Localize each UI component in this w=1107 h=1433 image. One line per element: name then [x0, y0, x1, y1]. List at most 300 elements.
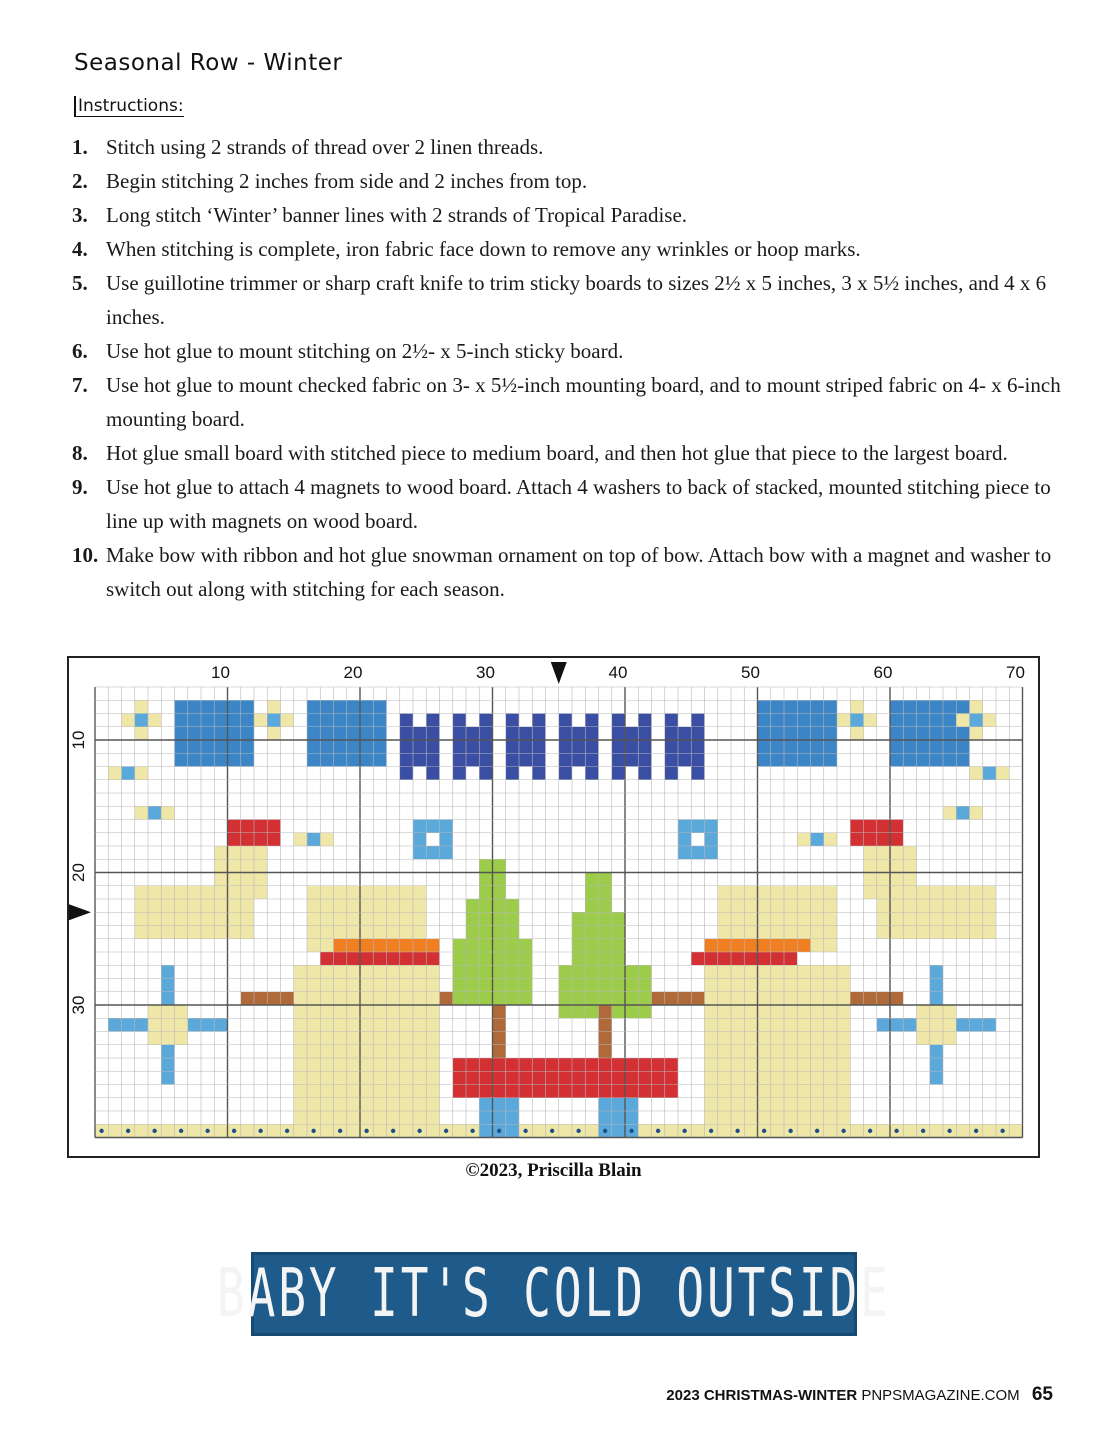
- flag-stitch: [797, 753, 810, 766]
- snowflake-stitch: [877, 1018, 890, 1031]
- star-stitch: [135, 700, 148, 713]
- snowman-body: [320, 1071, 333, 1084]
- bird-head: [864, 846, 877, 859]
- snowman-body: [294, 1032, 307, 1045]
- flag-stitch: [320, 700, 333, 713]
- bird-head: [890, 886, 903, 899]
- wreath-stitch: [691, 846, 704, 859]
- instruction-number: 3.: [72, 203, 88, 227]
- sled-stitch: [572, 1071, 585, 1084]
- snowman-nose: [373, 939, 386, 952]
- snowman-scarf: [771, 952, 784, 965]
- snowman-body: [784, 992, 797, 1005]
- border-dot: [470, 1129, 474, 1133]
- border-stitch: [267, 1124, 280, 1137]
- snowman-body: [347, 979, 360, 992]
- bird-body: [930, 899, 943, 912]
- bird-body: [970, 886, 983, 899]
- snowman-body: [718, 1045, 731, 1058]
- snowman-body: [387, 1058, 400, 1071]
- sled-stitch: [599, 1058, 612, 1071]
- tree-stitch: [572, 939, 585, 952]
- snowflake-center: [917, 1018, 930, 1031]
- bird-head: [228, 873, 241, 886]
- snowman-head: [347, 912, 360, 925]
- instruction-text: When stitching is complete, iron fabric face down to remove any wrinkles or hoop marks.: [106, 237, 861, 261]
- snowman-nose: [731, 939, 744, 952]
- snowman-body: [307, 1018, 320, 1031]
- tree-stitch: [585, 939, 598, 952]
- instruction-number: 4.: [72, 237, 88, 261]
- snowman-head: [731, 912, 744, 925]
- snowman-nose: [400, 939, 413, 952]
- tree-stitch: [506, 912, 519, 925]
- flag-stitch: [903, 753, 916, 766]
- snowman-body: [360, 992, 373, 1005]
- snowflake-stitch: [214, 1018, 227, 1031]
- border-stitch: [585, 1124, 598, 1137]
- instruction-item: [72, 368, 1072, 436]
- sled-stitch: [559, 1058, 572, 1071]
- flake-center: [811, 833, 824, 846]
- snowman-body: [758, 1071, 771, 1084]
- flag-stitch: [373, 700, 386, 713]
- bird-body: [148, 926, 161, 939]
- flake-center: [148, 806, 161, 819]
- snowman-body: [387, 1032, 400, 1045]
- snowman-body: [771, 1098, 784, 1111]
- tree-stitch: [585, 912, 598, 925]
- tree-stitch: [599, 899, 612, 912]
- sled-stitch: [599, 1071, 612, 1084]
- snowman-head: [400, 912, 413, 925]
- tree-stitch: [559, 979, 572, 992]
- snowman-body: [347, 1111, 360, 1124]
- flag-stitch: [917, 753, 930, 766]
- snowman-body: [320, 1111, 333, 1124]
- snowman-nose: [784, 939, 797, 952]
- snowman-body: [811, 1085, 824, 1098]
- snowman-arm: [652, 992, 665, 1005]
- snowman-body: [320, 1045, 333, 1058]
- snowman-body: [334, 1098, 347, 1111]
- star-stitch: [970, 727, 983, 740]
- sled-stitch: [453, 1058, 466, 1071]
- flag-stitch: [811, 727, 824, 740]
- border-stitch: [108, 1124, 121, 1137]
- border-dot: [762, 1129, 766, 1133]
- sled-runner: [612, 1111, 625, 1124]
- snowman-body: [360, 979, 373, 992]
- tree-stitch: [466, 992, 479, 1005]
- snowman-body: [758, 1111, 771, 1124]
- letter-stitch: [559, 740, 572, 753]
- bird-body: [930, 926, 943, 939]
- star-stitch: [850, 700, 863, 713]
- letter-stitch: [453, 714, 466, 727]
- snowman-body: [744, 1098, 757, 1111]
- border-dot: [205, 1129, 209, 1133]
- bird-head: [241, 859, 254, 872]
- snowman-head: [360, 912, 373, 925]
- tree-stitch: [479, 912, 492, 925]
- instruction-item: [72, 164, 1072, 198]
- snowman-body: [373, 1111, 386, 1124]
- flake-stitch: [996, 767, 1009, 780]
- snowman-head: [797, 899, 810, 912]
- flake-center: [956, 806, 969, 819]
- bird-body: [970, 899, 983, 912]
- tree-stitch: [572, 965, 585, 978]
- snowman-head: [413, 912, 426, 925]
- page-title: Seasonal Row - Winter: [74, 50, 343, 76]
- instruction-item: [72, 334, 1072, 368]
- snowman-scarf: [758, 952, 771, 965]
- flag-stitch: [175, 740, 188, 753]
- snowman-body: [320, 1058, 333, 1071]
- border-stitch: [161, 1124, 174, 1137]
- snowman-head: [334, 886, 347, 899]
- snowman-body: [837, 1005, 850, 1018]
- snowman-body: [320, 965, 333, 978]
- snowman-nose: [771, 939, 784, 952]
- snowman-body: [784, 1058, 797, 1071]
- letter-stitch: [426, 753, 439, 766]
- flake-stitch: [320, 833, 333, 846]
- sled-stitch: [638, 1058, 651, 1071]
- snowman-head: [718, 912, 731, 925]
- sled-runner: [599, 1111, 612, 1124]
- snowman-head: [718, 886, 731, 899]
- star-stitch: [970, 700, 983, 713]
- snowman-head: [307, 926, 320, 939]
- row-label: 20: [69, 863, 88, 882]
- bird-body: [188, 912, 201, 925]
- bird-head: [890, 846, 903, 859]
- tree-stitch: [585, 899, 598, 912]
- flag-stitch: [784, 727, 797, 740]
- tree-stitch: [519, 952, 532, 965]
- bird-body: [214, 912, 227, 925]
- border-dot: [232, 1129, 236, 1133]
- column-label: 60: [873, 663, 893, 682]
- snowman-body: [426, 1018, 439, 1031]
- snowman-head: [320, 886, 333, 899]
- snowman-arm: [864, 992, 877, 1005]
- snowman-body: [705, 1018, 718, 1031]
- bird-body: [228, 912, 241, 925]
- snowman-head: [744, 912, 757, 925]
- letter-stitch: [585, 714, 598, 727]
- flag-stitch: [784, 714, 797, 727]
- bird-body: [214, 899, 227, 912]
- letter-stitch: [466, 740, 479, 753]
- flag-stitch: [771, 727, 784, 740]
- bird-head: [903, 859, 916, 872]
- snowman-body: [771, 1071, 784, 1084]
- flag-stitch: [201, 700, 214, 713]
- star-stitch: [281, 714, 294, 727]
- bird-body: [903, 912, 916, 925]
- title-banner: [217, 1252, 891, 1336]
- snowman-body: [294, 979, 307, 992]
- letter-stitch: [612, 727, 625, 740]
- flake-stitch: [970, 806, 983, 819]
- bird-head: [254, 886, 267, 899]
- snowman-body: [426, 965, 439, 978]
- border-dot: [629, 1129, 633, 1133]
- sled-stitch: [638, 1085, 651, 1098]
- tree-trunk: [599, 1005, 612, 1018]
- bird-body: [943, 912, 956, 925]
- snowman-body: [413, 1111, 426, 1124]
- snowman-body: [373, 1058, 386, 1071]
- letter-stitch: [625, 753, 638, 766]
- flag-stitch: [201, 753, 214, 766]
- snowman-head: [413, 886, 426, 899]
- snowman-arm: [890, 992, 903, 1005]
- snowman-head: [347, 926, 360, 939]
- snowman-body: [373, 1005, 386, 1018]
- snowman-body: [705, 1111, 718, 1124]
- border-dot: [974, 1129, 978, 1133]
- instruction-text: Begin stitching 2 inches from side and 2 inches from top.: [106, 169, 588, 193]
- bird-head: [241, 873, 254, 886]
- bird-body: [903, 926, 916, 939]
- snowman-body: [360, 1005, 373, 1018]
- instructions-list: [72, 130, 1072, 606]
- bird-body: [890, 899, 903, 912]
- snowman-body: [387, 965, 400, 978]
- snowman-head: [811, 926, 824, 939]
- snowman-body: [718, 1018, 731, 1031]
- letter-stitch: [532, 767, 545, 780]
- bird-body: [135, 899, 148, 912]
- snowman-body: [373, 1085, 386, 1098]
- border-stitch: [373, 1124, 386, 1137]
- instruction-text: Hot glue small board with stitched piece to medium board, and then hot glue that piece to the largest board.: [106, 441, 1008, 465]
- letter-stitch: [585, 740, 598, 753]
- snowflake-center: [917, 1005, 930, 1018]
- snowman-body: [307, 992, 320, 1005]
- flag-stitch: [334, 753, 347, 766]
- sled-runner: [493, 1098, 506, 1111]
- letter-stitch: [519, 753, 532, 766]
- snowflake-stitch: [188, 1018, 201, 1031]
- snowman-body: [811, 1111, 824, 1124]
- bird-body: [175, 886, 188, 899]
- snowman-body: [784, 965, 797, 978]
- snowflake-center: [943, 1032, 956, 1045]
- wreath-stitch: [705, 820, 718, 833]
- snowman-body: [294, 1085, 307, 1098]
- sled-stitch: [652, 1071, 665, 1084]
- bird-hat: [850, 833, 863, 846]
- flag-stitch: [373, 714, 386, 727]
- bird-body: [943, 926, 956, 939]
- snowman-body: [811, 1032, 824, 1045]
- snowman-body: [307, 965, 320, 978]
- tree-stitch: [625, 1005, 638, 1018]
- snowman-scarf: [718, 952, 731, 965]
- wreath-stitch: [413, 846, 426, 859]
- sled-stitch: [599, 1085, 612, 1098]
- snowman-body: [797, 1032, 810, 1045]
- snowman-body: [413, 1032, 426, 1045]
- snowman-body: [718, 1058, 731, 1071]
- snowman-head: [784, 899, 797, 912]
- snowman-body: [731, 1085, 744, 1098]
- snowman-body: [400, 1018, 413, 1031]
- tree-stitch: [585, 926, 598, 939]
- issue-label: 2023 CHRISTMAS-WINTER: [666, 1387, 858, 1404]
- flag-stitch: [811, 700, 824, 713]
- border-dot: [815, 1129, 819, 1133]
- instruction-item: [72, 232, 1072, 266]
- star-stitch: [837, 714, 850, 727]
- flag-stitch: [943, 700, 956, 713]
- border-dot: [285, 1129, 289, 1133]
- flag-stitch: [201, 714, 214, 727]
- snowman-body: [360, 1098, 373, 1111]
- tree-stitch: [612, 939, 625, 952]
- flag-stitch: [930, 700, 943, 713]
- flag-stitch: [930, 753, 943, 766]
- flag-stitch: [930, 714, 943, 727]
- instruction-item: [72, 470, 1072, 538]
- snowman-head: [334, 912, 347, 925]
- border-dot: [523, 1129, 527, 1133]
- wreath-stitch: [705, 833, 718, 846]
- letter-stitch: [466, 753, 479, 766]
- snowflake-stitch: [930, 1071, 943, 1084]
- letter-stitch: [479, 753, 492, 766]
- snowflake-center: [930, 1005, 943, 1018]
- snowman-arm: [850, 992, 863, 1005]
- snowman-body: [426, 1005, 439, 1018]
- letter-stitch: [479, 727, 492, 740]
- star-stitch: [864, 714, 877, 727]
- snowman-body: [731, 965, 744, 978]
- tree-stitch: [493, 912, 506, 925]
- snowman-head: [758, 899, 771, 912]
- wreath-stitch: [705, 846, 718, 859]
- bird-body: [188, 899, 201, 912]
- snowman-scarf: [334, 952, 347, 965]
- bird-hat: [254, 820, 267, 833]
- tree-stitch: [453, 952, 466, 965]
- column-label: 70: [1006, 663, 1025, 682]
- bird-body: [161, 886, 174, 899]
- flag-stitch: [347, 714, 360, 727]
- snowman-body: [400, 1045, 413, 1058]
- snowman-head: [413, 899, 426, 912]
- snowman-body: [307, 1058, 320, 1071]
- flag-stitch: [347, 727, 360, 740]
- snowman-head: [797, 886, 810, 899]
- snowman-body: [744, 992, 757, 1005]
- snowman-scarf: [691, 952, 704, 965]
- border-stitch: [665, 1124, 678, 1137]
- letter-stitch: [691, 753, 704, 766]
- tree-stitch: [612, 965, 625, 978]
- snowman-body: [837, 1071, 850, 1084]
- tree-stitch: [506, 965, 519, 978]
- snowman-scarf: [413, 952, 426, 965]
- letter-stitch: [400, 714, 413, 727]
- flag-stitch: [930, 727, 943, 740]
- snowman-body: [347, 1005, 360, 1018]
- sled-stitch: [506, 1085, 519, 1098]
- tree-stitch: [453, 965, 466, 978]
- border-dot: [603, 1129, 607, 1133]
- star-stitch: [122, 714, 135, 727]
- border-stitch: [877, 1124, 890, 1137]
- letter-stitch: [585, 767, 598, 780]
- tree-stitch: [453, 939, 466, 952]
- letter-stitch: [413, 753, 426, 766]
- flake-stitch: [294, 833, 307, 846]
- snowflake-center: [943, 1005, 956, 1018]
- snowman-body: [824, 979, 837, 992]
- letter-stitch: [665, 714, 678, 727]
- snowman-body: [400, 1111, 413, 1124]
- snowman-body: [718, 992, 731, 1005]
- bird-body: [930, 886, 943, 899]
- snowman-body: [387, 1005, 400, 1018]
- snowflake-stitch: [930, 1058, 943, 1071]
- snowman-body: [744, 1071, 757, 1084]
- snowman-nose: [334, 939, 347, 952]
- bird-body: [890, 912, 903, 925]
- snowman-head: [307, 899, 320, 912]
- snowman-body: [307, 1098, 320, 1111]
- star-center: [850, 714, 863, 727]
- flag-stitch: [241, 753, 254, 766]
- snowman-body: [731, 979, 744, 992]
- snowman-head: [373, 912, 386, 925]
- sled-stitch: [665, 1071, 678, 1084]
- letter-stitch: [506, 740, 519, 753]
- snowman-body: [400, 1071, 413, 1084]
- border-stitch: [850, 1124, 863, 1137]
- snowman-body: [373, 979, 386, 992]
- border-stitch: [347, 1124, 360, 1137]
- snowflake-center: [148, 1005, 161, 1018]
- letter-stitch: [426, 714, 439, 727]
- star-stitch: [135, 727, 148, 740]
- border-dot: [126, 1129, 130, 1133]
- wreath-stitch: [440, 846, 453, 859]
- snowman-body: [811, 1098, 824, 1111]
- snowman-body: [307, 1032, 320, 1045]
- letter-stitch: [453, 753, 466, 766]
- snowman-body: [837, 979, 850, 992]
- snowflake-stitch: [161, 1045, 174, 1058]
- border-dot: [682, 1129, 686, 1133]
- flag-stitch: [930, 740, 943, 753]
- snowman-head: [744, 899, 757, 912]
- snowman-body: [347, 1071, 360, 1084]
- flag-stitch: [360, 714, 373, 727]
- snowman-head: [413, 926, 426, 939]
- tree-stitch: [572, 979, 585, 992]
- letter-stitch: [665, 740, 678, 753]
- flag-stitch: [188, 714, 201, 727]
- bird-body: [175, 912, 188, 925]
- snowflake-center: [943, 1018, 956, 1031]
- snowflake-center: [148, 1018, 161, 1031]
